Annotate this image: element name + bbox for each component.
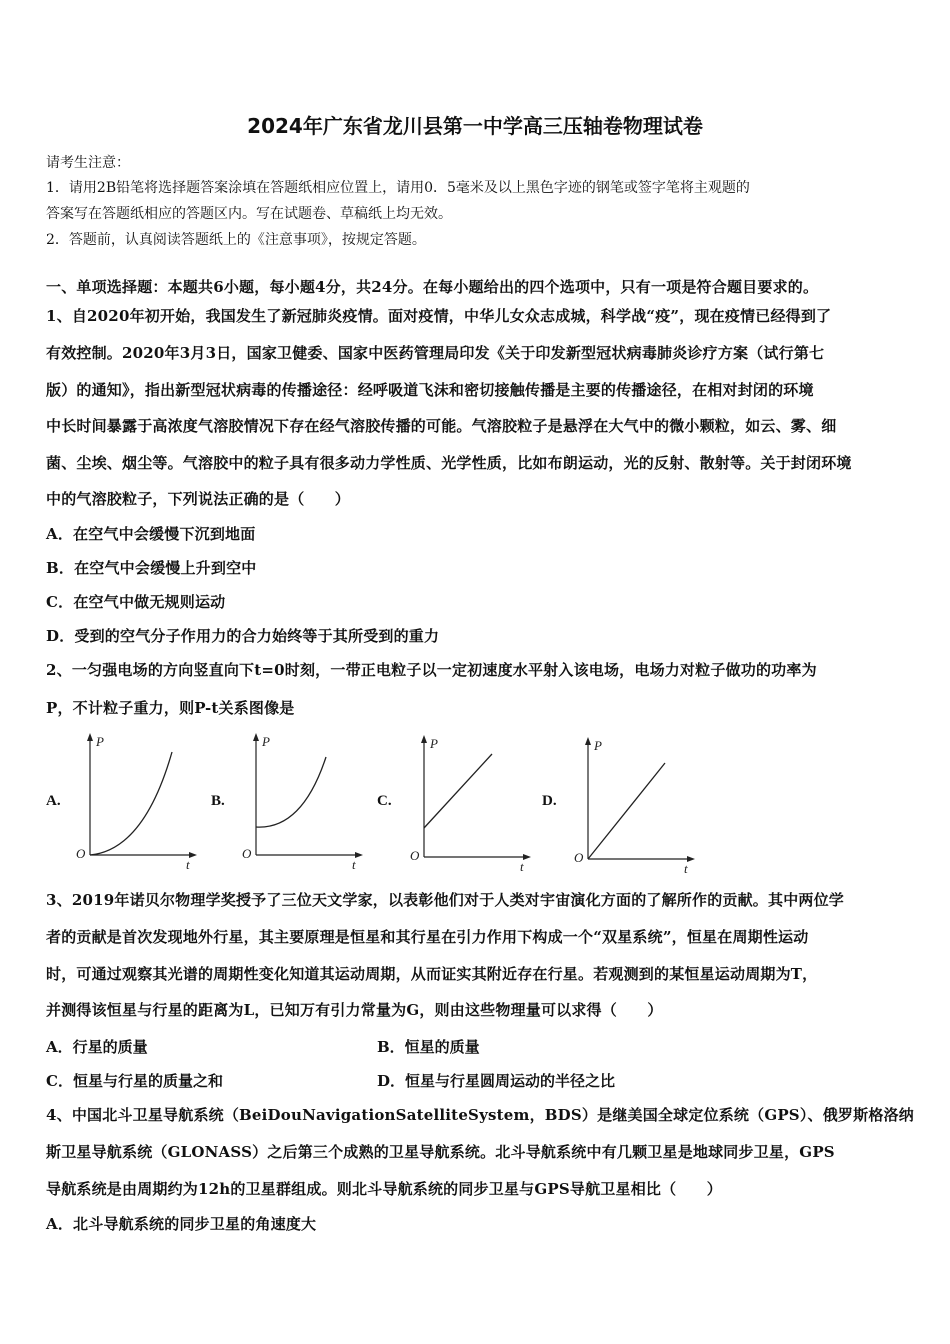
q1-option-c: C．在空气中做无规则运动 [46, 593, 226, 611]
graph-a-t-label: t [186, 857, 190, 872]
q3-line: 3、2019年诺贝尔物理学奖授予了三位天文学家，以表彰他们对于人类对宇宙演化方面的了解所作的贡献。其中两位学 [46, 891, 844, 909]
q3-option-a: A．行星的质量 [46, 1038, 148, 1056]
q4-line: 4、中国北斗卫星导航系统（BeiDouNavigationSatelliteSystem，BDS）是继美国全球定位系统（GPS）、俄罗斯格洛纳 [46, 1106, 914, 1124]
q1-line: 中的气溶胶粒子，下列说法正确的是（ ） [46, 490, 351, 508]
q1-line: 版）的通知》，指出新型冠状病毒的传播途径：经呼吸道飞沫和密切接触传播是主要的传播途径，在相对封闭的环境 [46, 381, 814, 399]
q3-option-b: B．恒星的质量 [377, 1038, 480, 1056]
q1-option-d: D．受到的空气分子作用力的合力始终等于其所受到的重力 [46, 627, 440, 645]
graph-c-p-label: P [430, 736, 438, 751]
graph-c-t-label: t [520, 859, 524, 874]
notice-item-1-line-1: 1．请用2B铅笔将选择题答案涂填在答题纸相应位置上，请用0．5毫米及以上黑色字迹的钢笔或签字笔将主观题的 [46, 180, 750, 196]
q4-line: 斯卫星导航系统（GLONASS）之后第三个成熟的卫星导航系统。北斗导航系统中有几颗卫星是地球同步卫星，GPS [46, 1143, 835, 1161]
graph-b-p-label: P [262, 734, 270, 749]
q1-option-a: A．在空气中会缓慢下沉到地面 [46, 525, 256, 543]
page-title: 2024年广东省龙川县第一中学高三压轴卷物理试卷 [247, 114, 703, 138]
graph-a-label: A. [46, 793, 61, 809]
q1-line: 中长时间暴露于高浓度气溶胶情况下存在经气溶胶传播的可能。气溶胶粒子是悬浮在大气中的微小颗粒，如云、雾、细 [46, 417, 837, 435]
graph-d [572, 734, 702, 874]
graph-c [408, 732, 538, 872]
graph-b [240, 730, 370, 870]
q1-line: 菌、尘埃、烟尘等。气溶胶中的粒子具有很多动力学性质、光学性质，比如布朗运动，光的反射、散射等。关于封闭环境 [46, 454, 852, 472]
notice-heading: 请考生注意： [46, 155, 130, 171]
q4-option-a: A．北斗导航系统的同步卫星的角速度大 [46, 1215, 317, 1233]
graph-c-label: C. [377, 793, 392, 809]
graph-c-origin-label: O [410, 848, 420, 863]
graph-b-label: B. [211, 793, 225, 809]
q1-option-b: B．在空气中会缓慢上升到空中 [46, 559, 257, 577]
section-heading: 一、单项选择题：本题共6小题，每小题4分，共24分。在每小题给出的四个选项中，只有一项是符合题目要求的。 [46, 278, 819, 296]
q1-line: 1、自2020年初开始，我国发生了新冠肺炎疫情。面对疫情，中华儿女众志成城，科学战“疫”，现在疫情已经得到了 [46, 307, 832, 325]
notice-item-1-line-2: 答案写在答题纸相应的答题区内。写在试题卷、草稿纸上均无效。 [46, 206, 452, 222]
graph-d-p-label: P [594, 738, 602, 753]
q3-line: 时，可通过观察其光谱的周期性变化知道其运动周期，从而证实其附近存在行星。若观测到的某恒星运动周期为T， [46, 965, 818, 983]
graph-d-t-label: t [684, 861, 688, 876]
q3-option-c: C．恒星与行星的质量之和 [46, 1072, 223, 1090]
graph-d-label: D. [542, 793, 557, 809]
q2-line-2: P，不计粒子重力，则P-t关系图像是 [46, 699, 295, 717]
graph-a [74, 730, 204, 870]
graph-a-origin-label: O [76, 846, 86, 861]
q4-line: 导航系统是由周期约为12h的卫星群组成。则北斗导航系统的同步卫星与GPS导航卫星相比（ ） [46, 1180, 722, 1198]
graph-b-origin-label: O [242, 846, 252, 861]
q3-line: 并测得该恒星与行星的距离为L，已知万有引力常量为G，则由这些物理量可以求得（ ） [46, 1001, 663, 1019]
graph-b-t-label: t [352, 857, 356, 872]
q2-line-1: 2、一匀强电场的方向竖直向下t=0时刻，一带正电粒子以一定初速度水平射入该电场，电场力对粒子做功的功率为 [46, 661, 817, 679]
q3-option-d: D．恒星与行星圆周运动的半径之比 [377, 1072, 616, 1090]
notice-item-2: 2．答题前，认真阅读答题纸上的《注意事项》，按规定答题。 [46, 232, 426, 248]
graph-d-origin-label: O [574, 850, 584, 865]
q1-line: 有效控制。2020年3月3日，国家卫健委、国家中医药管理局印发《关于印发新型冠状病毒肺炎诊疗方案（试行第七 [46, 344, 825, 362]
graph-a-p-label: P [96, 734, 104, 749]
q3-line: 者的贡献是首次发现地外行星，其主要原理是恒星和其行星在引力作用下构成一个“双星系统”，恒星在周期性运动 [46, 928, 809, 946]
